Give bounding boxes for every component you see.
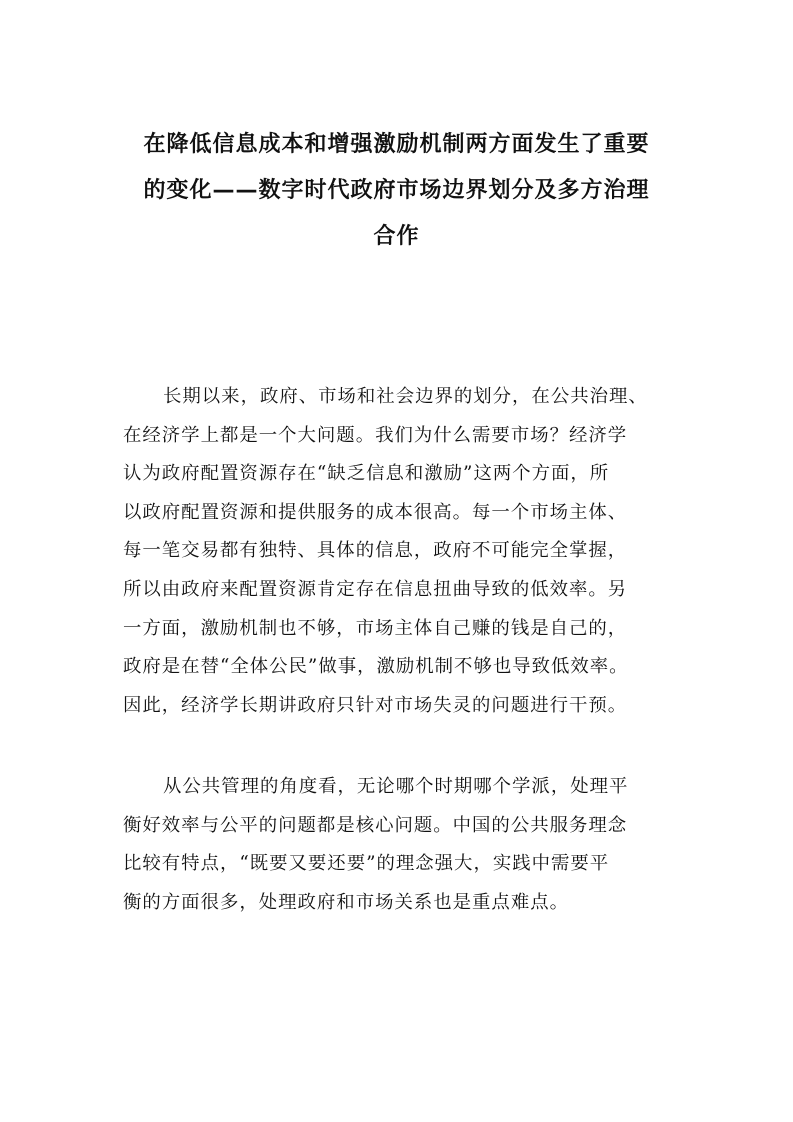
paragraph-line: 在经济学上都是一个大问题。我们为什么需要市场？经济学 [123,424,628,446]
paragraph-line: 比较有特点，“既要又要还要”的理念强大，实践中需要平 [123,853,610,875]
paragraph-line: 衡的方面很多，处理政府和市场关系也是重点难点。 [123,891,569,913]
paragraph-line: 长期以来，政府、市场和社会边界的划分，在公共治理、 [163,386,648,407]
paragraph-line: 衡好效率与公平的问题都是核心问题。中国的公共服务理念 [123,814,628,836]
paragraph-line: 政府是在替“全体公民”做事，激励机制不够也导致低效率。 [123,656,629,678]
paragraph-line: 一方面，激励机制也不够，市场主体自己赚的钱是自己的， [123,617,628,639]
title-line: 合作 [373,224,420,249]
document-title [110,122,683,260]
title-line: 在降低信息成本和增强激励机制两方面发生了重要 [143,132,650,157]
paragraph-line: 以政府配置资源和提供服务的成本很高。每一个市场主体、 [123,501,628,523]
paragraph-1 [123,378,671,725]
title-line: 的变化——数字时代政府市场边界划分及多方治理 [143,178,650,203]
paragraph-line: 每一笔交易都有独特、具体的信息，政府不可能完全掌握， [123,540,628,562]
paragraph-line: 因此，经济学长期讲政府只针对市场失灵的问题进行干预。 [123,694,628,716]
paragraph-2 [123,768,671,922]
paragraph-line: 所以由政府来配置资源肯定存在信息扭曲导致的低效率。另 [123,578,628,600]
paragraph-line: 从公共管理的角度看，无论哪个时期哪个学派，处理平 [163,776,629,797]
paragraph-line: 认为政府配置资源存在“缺乏信息和激励”这两个方面，所 [123,463,610,485]
